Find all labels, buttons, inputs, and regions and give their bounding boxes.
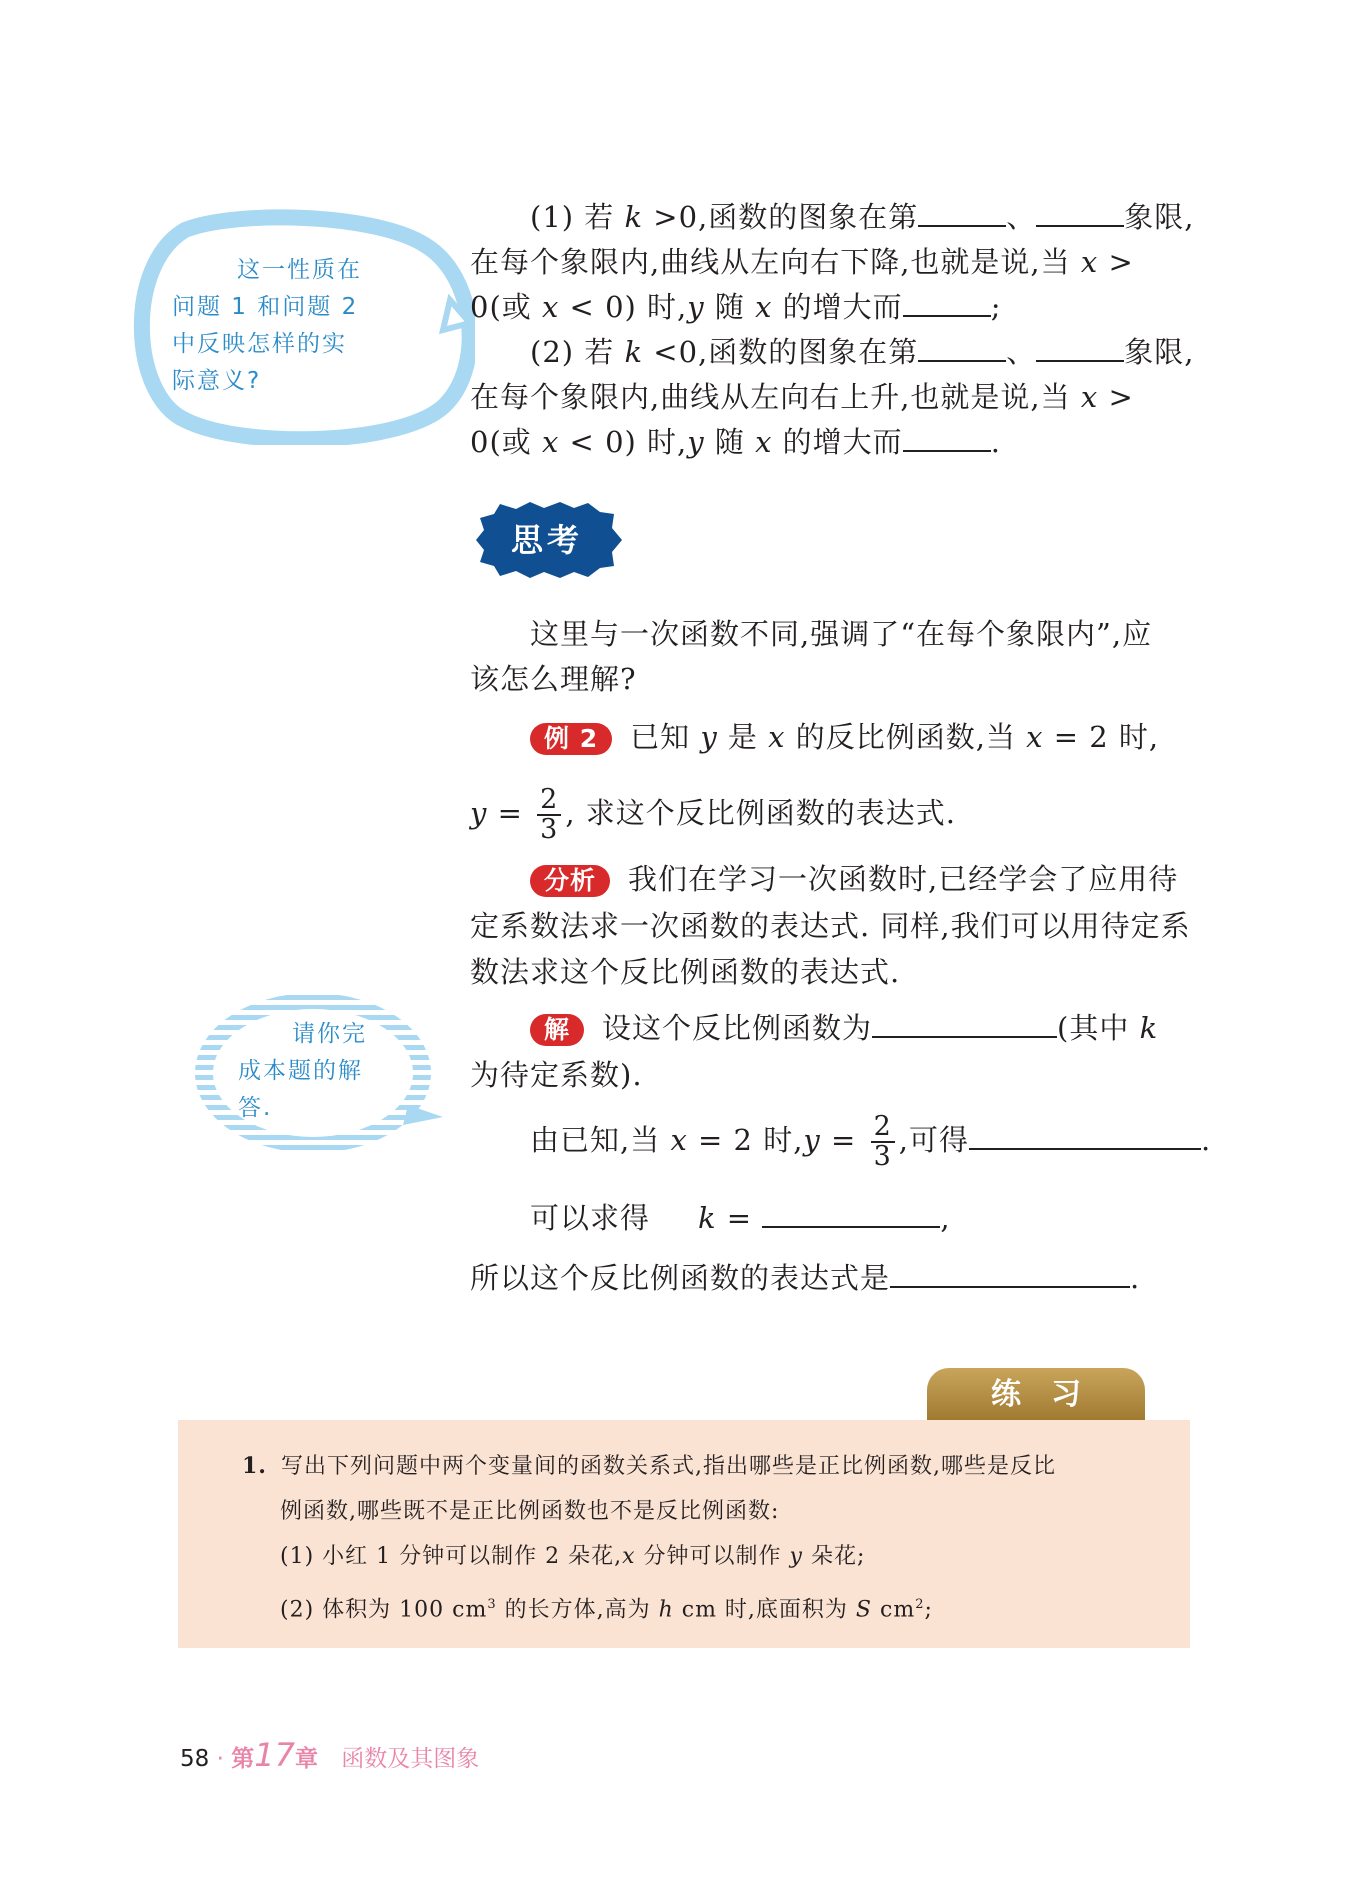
solution-line-4: 可以求得 k = ,: [530, 1196, 951, 1241]
practice-tab: [927, 1368, 1145, 1420]
note-2-line-3: 答.: [238, 1095, 273, 1121]
analysis-line-3: 数法求这个反比例函数的表达式.: [470, 955, 901, 989]
note-1: [172, 252, 362, 289]
example-badge: 例 2: [530, 723, 612, 755]
practice-q1-line-2: 例函数,哪些既不是正比例函数也不是反比例函数:: [280, 1499, 780, 1524]
property-1-line-2: 在每个象限内,曲线从左向右下降,也就是说,当 x >: [470, 245, 1134, 279]
think-line-2: 该怎么理解?: [470, 662, 637, 696]
think-badge: [468, 500, 626, 580]
analysis-line-2: 定系数法求一次函数的表达式. 同样,我们可以用待定系: [470, 909, 1191, 943]
practice-q1-part-2: (2) 体积为 100 $cm^3$ 的长方体,高为 h cm 时,底面积为 S $cm^2$;: [280, 1597, 933, 1623]
think-line-1: 这里与一次函数不同,强调了“在每个象限内”,应: [530, 617, 1153, 651]
analysis-badge: 分析: [530, 865, 610, 897]
fraction-two-thirds: $\frac{2}{3}$: [537, 786, 561, 844]
property-1-line-1: (1) 若 k >0,函数的图象在第 、 象限,: [530, 195, 1195, 240]
page-footer: 58 · 第17章 函数及其图象: [180, 1736, 480, 1774]
solution-line-2: 为待定系数).: [470, 1058, 643, 1092]
fraction-two-thirds-2: $\frac{2}{3}$: [871, 1113, 895, 1171]
solution-line-3: 由已知,当 x = 2 时,y = $\frac{2}{3}$ ,可得 .: [530, 1111, 1212, 1172]
chapter-title: 函数及其图象: [341, 1746, 480, 1772]
example-line-2: y = $\frac{2}{3}$ , 求这个反比例函数的表达式.: [470, 784, 956, 845]
solution-line-5: 所以这个反比例函数的表达式是 .: [470, 1256, 1140, 1301]
note-1-line-1: 这一性质在: [237, 257, 362, 283]
property-1-line-3: 0(或 x < 0) 时,y 随 x 的增大而 ;: [470, 285, 1001, 330]
note-2-line-1: 请你完: [292, 1021, 367, 1047]
note-1-line-3: 中反映怎样的实: [172, 331, 347, 357]
page-number: 58: [180, 1746, 210, 1772]
practice-q1-part-1: (1) 小红 1 分钟可以制作 2 朵花,x 分钟可以制作 y 朵花;: [280, 1544, 866, 1569]
practice-q1-line-1: 1. 写出下列问题中两个变量间的函数关系式,指出哪些是正比例函数,哪些是反比: [242, 1453, 1056, 1479]
example-line-1: 例 2 已知 y 是 x 的反比例函数,当 x = 2 时,: [530, 715, 1159, 760]
property-2-line-1: (2) 若 k <0,函数的图象在第 、 象限,: [530, 330, 1195, 375]
note-1-line-4: 际意义?: [172, 368, 262, 394]
think-badge-label: 思考: [510, 521, 583, 559]
note-1-line-2: 问题 1 和问题 2: [172, 294, 359, 320]
solution-badge: 解: [530, 1014, 584, 1046]
property-2-line-2: 在每个象限内,曲线从左向右上升,也就是说,当 x >: [470, 380, 1134, 414]
property-2-line-3: 0(或 x < 0) 时,y 随 x 的增大而 .: [470, 420, 1001, 465]
solution-line-1: 解 设这个反比例函数为 (其中 k: [530, 1006, 1158, 1051]
note-2-line-2: 成本题的解: [238, 1058, 363, 1084]
analysis-line-1: 分析 我们在学习一次函数时,已经学会了应用待: [530, 857, 1178, 902]
practice-tab-label: 练 习: [991, 1377, 1081, 1412]
